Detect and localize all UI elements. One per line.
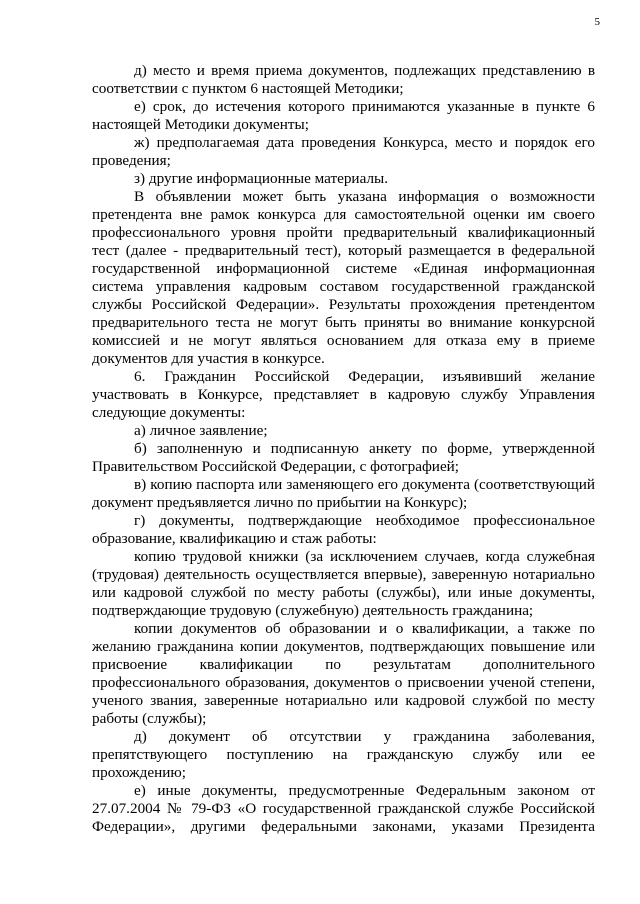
- paragraph-item-b-questionnaire: б) заполненную и подписанную анкету по форме, утвержденной Правительством Российской Федерации, с фотографией;: [92, 440, 595, 475]
- paragraph-education-copies: копии документов об образовании и о квалификации, а также по желанию гражданина копии документов, подтверждающих повышение или присвоение квалификации по результатам дополнительного профессионального образования, документов о присвоении ученой степени, ученого звания, заверенные нотариально или кадровой службой по месту работы (службы);: [92, 620, 595, 727]
- paragraph-item-d-health-document: д) документ об отсутствии у гражданина заболевания, препятствующего поступлению на гражданскую службу или ее прохождению;: [92, 728, 595, 781]
- paragraph-preliminary-test: В объявлении может быть указана информация о возможности претендента вне рамок конкурса для самостоятельной оценки им своего профессионального уровня пройти предварительный квалификационный тест (далее - предварительный тест), который размещается в федеральной государственной информационной системе «Единая информационная система управления кадровым составом государственной гражданской службы Российской Федерации». Результаты прохождения претендентом предварительного теста не могут быть приняты во внимание конкурсной комиссией и не могут являться основанием для отказа ему в приеме документов для участия в конкурсе.: [92, 188, 595, 367]
- paragraph-item-d-documents-time: д) место и время приема документов, подлежащих представлению в соответствии с пунктом 6 настоящей Методики;: [92, 62, 595, 97]
- paragraph-section-6: 6. Гражданин Российской Федерации, изъявивший желание участвовать в Конкурсе, представляет в кадровую службу Управления следующие документы:: [92, 368, 595, 421]
- paragraph-item-zh-contest-date: ж) предполагаемая дата проведения Конкурса, место и порядок его проведения;: [92, 134, 595, 169]
- paragraph-item-z-other-materials: з) другие информационные материалы.: [134, 170, 389, 187]
- paragraph-item-g-education-documents: г) документы, подтверждающие необходимое профессиональное образование, квалификацию и стаж работы:: [92, 512, 595, 547]
- paragraph-item-e-deadline: е) срок, до истечения которого принимаются указанные в пункте 6 настоящей Методики документы;: [92, 98, 595, 133]
- paragraph-item-e-other-documents: е) иные документы, предусмотренные Федеральным законом от 27.07.2004 № 79-ФЗ «О государственной гражданской службе Российской Федерации», другими федеральными законами, указами Президента: [92, 782, 595, 835]
- paragraph-employment-record: копию трудовой книжки (за исключением случаев, когда служебная (трудовая) деятельность осуществляется впервые), заверенную нотариально или кадровой службой по месту работы (службы), или иные документы, подтверждающие трудовую (служебную) деятельность гражданина;: [92, 548, 595, 619]
- paragraph-item-a-application: а) личное заявление;: [134, 422, 268, 439]
- paragraph-item-v-passport: в) копию паспорта или заменяющего его документа (соответствующий документ предъявляется лично по прибытии на Конкурс);: [92, 476, 595, 511]
- page-number: 5: [594, 16, 600, 28]
- document-body: [92, 62, 595, 836]
